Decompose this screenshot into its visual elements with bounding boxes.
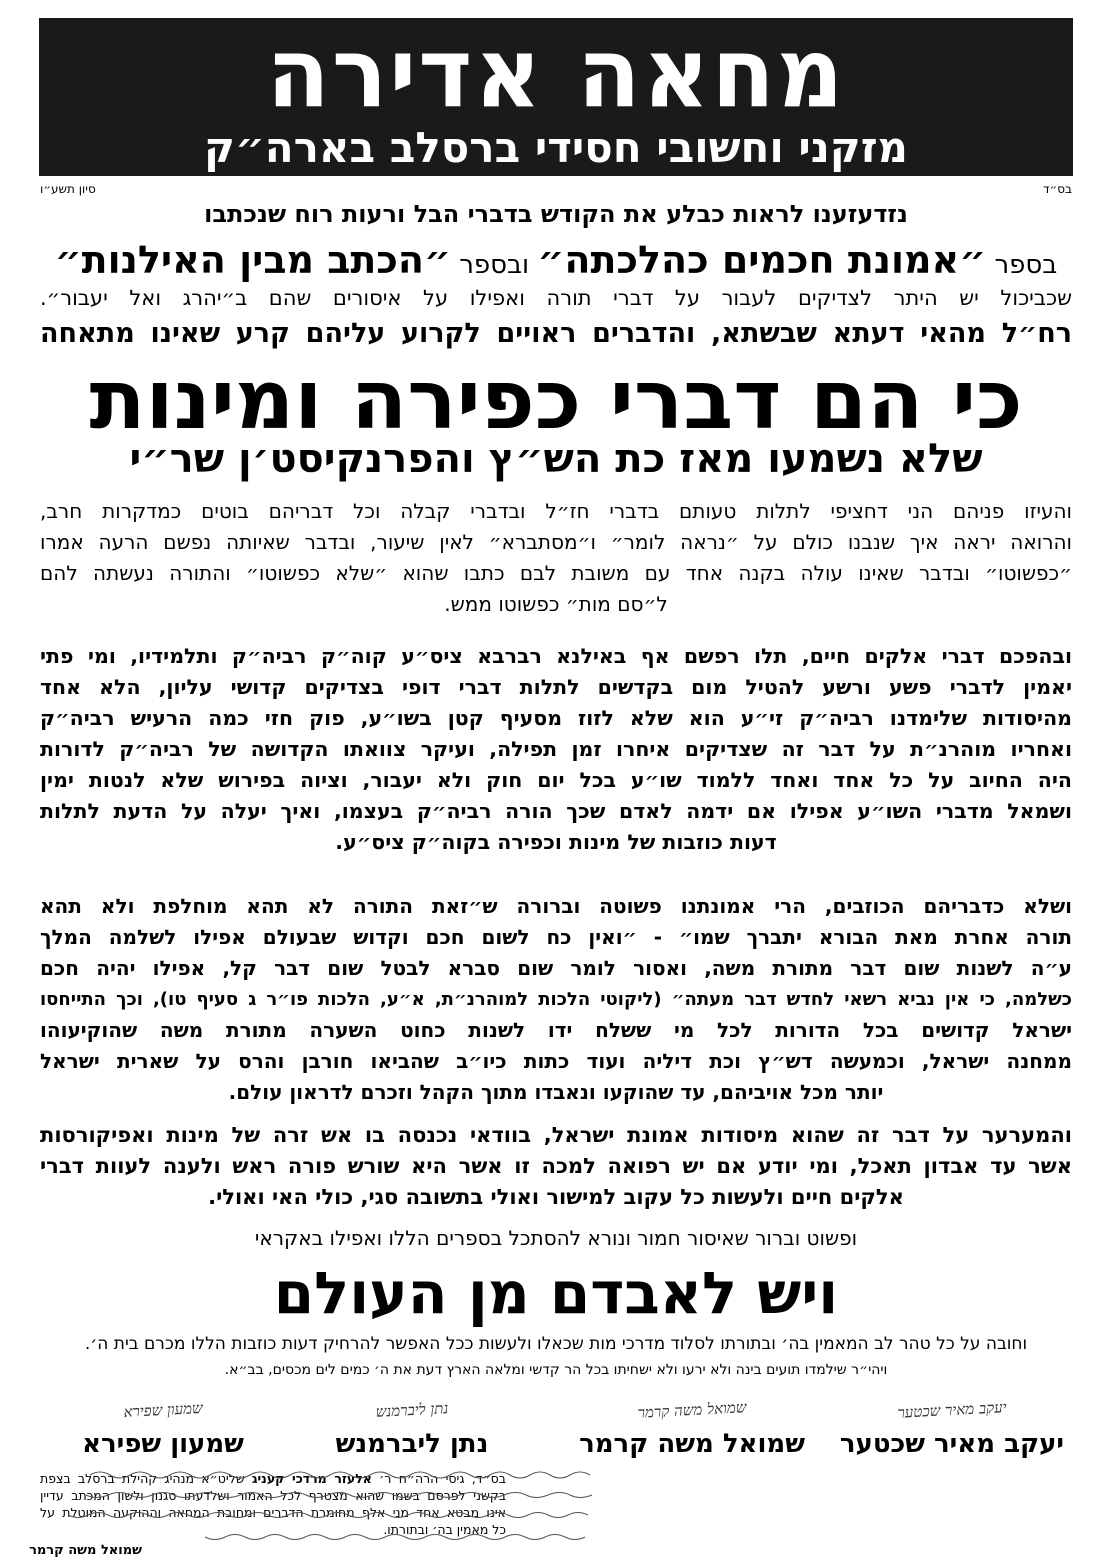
handwritten-endorsement <box>40 1465 600 1555</box>
note-prefix: בס״ד, גיסי הרה״ח ר׳ <box>371 1471 506 1486</box>
intro-line-3: שכביכול יש היתר לצדיקים לעבור על דברי תורה ואפילו על איסורים שהם ב״יהרג ואל יעבור״. <box>40 286 1072 310</box>
signature-block <box>572 1395 812 1467</box>
paragraph-3 <box>40 891 1072 1108</box>
page-subtitle: מזקני וחשובי חסידי ברסלב בארה״ק <box>204 123 908 172</box>
paragraph-line: ובהפכם דברי אלקים חיים, תלו רפשם אף באילנא רברבא ציס״ע קוה״ק רביה״ק ותלמידיו, ומי פתי <box>40 644 1072 668</box>
signer-name: שמעון שפירא <box>82 1429 244 1459</box>
closing-line-1: ופשוט וברור שאיסור חמור ונורא להסתכל בספרים הללו ואפילו באקראי <box>254 1226 858 1250</box>
signature-block <box>292 1395 532 1467</box>
book-title-2: ״הכתב מבין האילנות״ <box>54 238 451 282</box>
note-signer: שמואל משה קרמר <box>29 1543 142 1558</box>
paragraph-line: והמערער על דבר זה שהוא מיסודות אמונת ישראל, בוודאי נכנסה בו אש זרה של מינות ואפיקורסות <box>40 1123 1072 1147</box>
header-banner <box>39 18 1073 176</box>
bsd-mark: בס״ד <box>1042 182 1072 196</box>
paragraph-line: מהיסודות שלימדנו רביה״ק זי״ע הוא שלא לזוז מסעיף קטן בשו״ע, פוק חזי כמה הרעיש רביה״ק <box>40 706 1072 730</box>
note-line: כל מאמין בה׳ ובתורתו. <box>383 1522 506 1537</box>
main-headline: כי הם דברי כפירה ומינות <box>89 353 1023 448</box>
paragraph-line: ״כפשוטו״ ובדבר שאינו עולה בקנה אחד עם משובת לבם כתבו שהוא ״שלא כפשוטו״ והתורה נעשתה להם <box>40 561 1072 585</box>
date-mark: סיון תשע״ו <box>40 182 96 196</box>
paragraph-line: אשר עד אבדון תאכל, ומי יודע אם יש רפואה למכה זו אשר היא שורש פורה ראש ולענה לעוות דברי <box>40 1154 1072 1178</box>
handwritten-signature: שמעון שפירא <box>122 1398 204 1422</box>
handwritten-signature: נתן ליברמנש <box>375 1399 449 1421</box>
paragraph-line: יאמין לדברי פשע ורשע להטיל מום בקדשים לתלות דברי דופי בצדיקים קדושי עליון, הלא אחד <box>40 675 1072 699</box>
paragraph-line: ע״ה לשנות שום דבר מתורת משה, ואסור לומר שום סברא לבטל שום דבר קל, אפילו יהיה חכם <box>40 956 1072 980</box>
signer-name: שמואל משה קרמר <box>579 1429 805 1459</box>
signature-block <box>40 1395 286 1467</box>
closing-line-2: וחובה על כל טהר לב המאמין בה׳ ובתורתו לסלוד מדרכי מות שכאלו ולעשות ככל האפשר להרחיק דעות כוזבות הללו מכרם בית ה׳. <box>84 1334 1028 1354</box>
book-title-1: ״אמונת חכמים כהלכתה״ <box>537 238 987 282</box>
intro-line-4: רח״ל מהאי דעתא שבשתא, והדברים ראויים לקרוע עליהם קרע שאינו מתאחה <box>40 318 1072 349</box>
paragraph-line: ל״סם מות״ כפשוטו ממש. <box>444 592 668 616</box>
signer-name: נתן ליברמנש <box>335 1429 489 1459</box>
paragraph-line: תורה אחרת מאת הבורא יתברך שמו״ - ״ואין כח לשום חכם וקדוש שבעולם אפילו לשלמה המלך <box>40 925 1072 949</box>
note-line: אינו מבטא אחד מני אלף מחומרת הדברים ומחובת המחאה וההוקעה המוטלת על <box>40 1505 506 1520</box>
paragraph-line: כשלמה, כי אין נביא רשאי לחדש דבר מעתה״ (ליקוטי הלכות למוהרנ״ת, א״ע, הלכות פו״ר ג סעיף טו), וכך התייחסו <box>40 989 1072 1010</box>
closing-headline: ויש לאבדם מן העולם <box>273 1259 839 1327</box>
paragraph-line: דעות כוזבות של מינות וכפירה בקוה״ק ציס״ע. <box>335 830 777 854</box>
handwritten-signature: שמואל משה קרמר <box>637 1398 747 1422</box>
closing-line-3: ויהי״ר שילמדו תועים בינה ולא ירעו ולא ישחיתו בכל הר קדשי ומלאה הארץ דעת את ה׳ כמים לים מכסים, בב״א. <box>224 1362 888 1378</box>
paragraph-line: ואחריו מוהרנ״ת על דבר זה שצדיקים איחרו זמן תפילה, ועיקר צוואתו הקדושה של רביה״ק לדורות <box>40 737 1072 761</box>
paragraph-2 <box>40 641 1072 858</box>
paragraph-line: ממחנה ישראל, וכמעשה דש״ץ וכת דיליה ועוד כתות כיו״ב שהביאו חורבן והרס על שארית ישראל <box>40 1049 1072 1073</box>
signature-block <box>832 1395 1072 1467</box>
intro-line-2 <box>40 238 1072 282</box>
secondary-headline: שלא נשמעו מאז כת הש״ץ והפרנקיסט׳ן שר״י <box>129 436 983 482</box>
page-title: מחאה אדירה <box>266 17 846 130</box>
paragraph-line: והרואה יראה איך שנבנו כולם על ״נראה לומר״ ו״מסתברא״ לאין שיעור, ובדבר שאיותה נפשם הרעה אמרו <box>40 530 1072 554</box>
intro-mid: ובספר <box>450 250 538 280</box>
paragraph-4 <box>40 1120 1072 1213</box>
signer-name: יעקב מאיר שכטער <box>839 1429 1065 1459</box>
paragraph-line: ושלא כדבריהם הכוזבים, הרי אמונתנו פשוטה וברורה ש״זאת התורה לא תהא מוחלפת ולא תהא <box>40 894 1072 918</box>
paragraph-line: אלקים חיים ולעשות כל עקוב למישור ואולי בתשובה סגי, כולי האי ואולי. <box>208 1185 904 1209</box>
intro-prefix: בספר <box>986 250 1058 280</box>
endorser-name: אלעזר מרדכי קעניג <box>251 1471 372 1486</box>
paragraph-line: ישראל קדושים בכל הדורות לכל מי ששלח ידו לשנות כחוט השערה מתורת משה שהוקיעוהו <box>40 1018 1072 1042</box>
note-line: בקשני לפרסם בשמו שהוא מצטרף לכל האמור ושלדעתו סגנון ולשון המכתב עדיין <box>40 1488 506 1503</box>
paragraph-line: היה החיוב על כל אחד ואחד ללמוד שו״ע בכל יום חוק ולא יעבור, וציוה בפירוש שלא לנטות ימין <box>40 768 1072 792</box>
note-suffix: שליט״א מנהיג קהילת ברסלב בצפת <box>40 1471 252 1486</box>
paragraph-line: יותר מכל אויביהם, עד שהוקעו ונאבדו מתוך הקהל וזכרם לדראון עולם. <box>228 1080 884 1104</box>
intro-line-1: נזדעזענו לראות כבלע את הקודש בדברי הבל ורעות רוח שנכתבו <box>204 200 908 228</box>
handwriting-scribble <box>40 1465 600 1555</box>
paragraph-line: והעיזו פניהם הני דחציפי לתלות טעותם בדברי חז״ל ובדברי קבלה וכל דבריהם בוטים כמדקרות חרב, <box>40 499 1072 523</box>
handwritten-signature: יעקב מאיר שכטער <box>896 1398 1008 1422</box>
paragraph-line: ושמאל מדברי השו״ע אפילו אם ידמה לאדם שכך הורה רביה״ק בעצמו, ואיך יעלה על הדעת לתלות <box>40 799 1072 823</box>
paragraph-1 <box>40 496 1072 620</box>
